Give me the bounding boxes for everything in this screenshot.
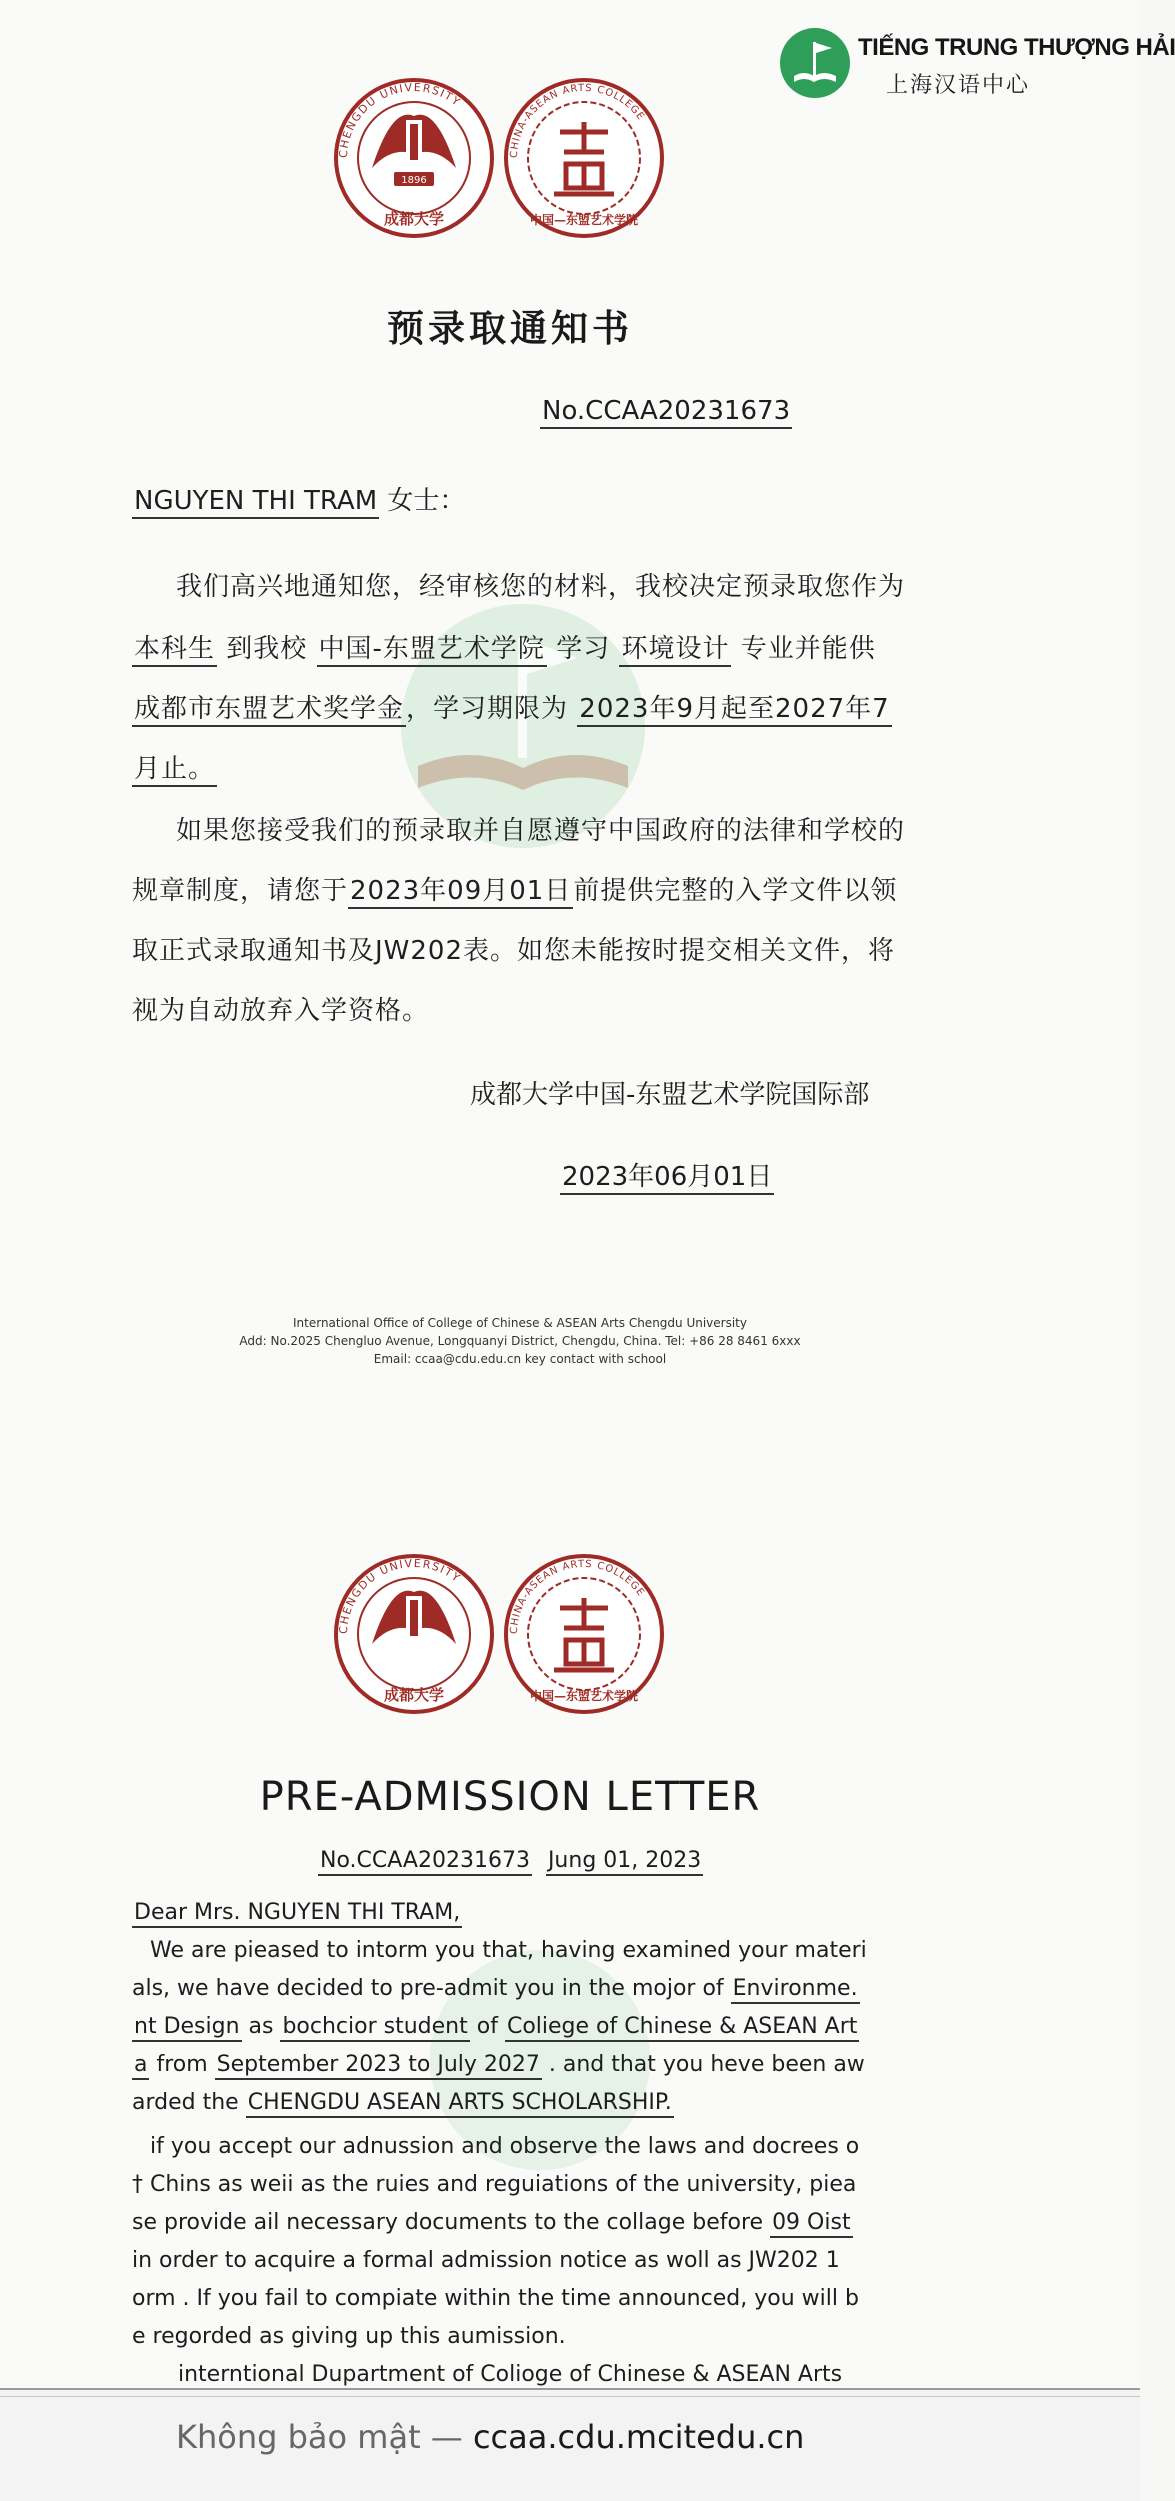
paragraph-line: 本科生 到我校 中国-东盟艺术学院 学习 环境设计 专业并能供 (132, 628, 876, 665)
date-cn: 2023年06月01日 (560, 1156, 774, 1193)
paragraph-line: † Chins as weii as the ruies and reguiations of the university, piea (132, 2172, 857, 2197)
paragraph-line: arded the CHENGDU ASEAN ARTS SCHOLARSHIP. (132, 2090, 674, 2115)
svg-text:中国—东盟艺术学院: 中国—东盟艺术学院 (529, 213, 639, 227)
university-seal-icon (332, 76, 496, 240)
svg-text:1896: 1896 (401, 175, 427, 186)
college-seal-icon (502, 1552, 666, 1716)
paragraph-line: 如果您接受我们的预录取并自愿遵守中国政府的法律和学校的 (176, 816, 906, 846)
page-title-cn: 预录取通知书 (387, 307, 633, 350)
svg-text:CHENGDU UNIVERSITY: CHENGDU UNIVERSITY (336, 80, 464, 159)
paragraph-line: orm . If you fail to compiate within the time announced, you will b (132, 2286, 859, 2311)
paragraph-line: e regorded as giving up this aumission. (132, 2324, 566, 2349)
letter-number-en: No.CCAA20231673 Jung 01, 2023 (318, 1848, 703, 1873)
paragraph-line: als, we have decided to pre-admit you in the mojor of Environme. (132, 1976, 860, 2001)
salutation-cn: NGUYEN THI TRAM 女士： (132, 480, 465, 517)
address-line: Add: No.2025 Chengluo Avenue, Longquanyi District, Chengdu, China. Tel: +86 28 8461 6xxx (239, 1334, 801, 1348)
divider (0, 2388, 1140, 2390)
paragraph-line: 规章制度，请您于2023年09月01日前提供完整的入学文件以领 (132, 870, 897, 907)
svg-text:CHINA-ASEAN ARTS COLLEGE: CHINA-ASEAN ARTS COLLEGE (508, 82, 647, 159)
svg-text:CHENGDU UNIVERSITY: CHENGDU UNIVERSITY (336, 1556, 464, 1635)
address-line: International Office of College of Chinese & ASEAN Arts Chengdu University (292, 1316, 747, 1330)
university-seal-icon (332, 1552, 496, 1716)
brand-name: TIẾNG TRUNG THƯỢNG HẢI (858, 34, 1175, 61)
paragraph-line: 月止。 (132, 748, 217, 785)
paragraph-line: nt Design as bochcior student of Coliege of Chinese & ASEAN Art (132, 2014, 859, 2039)
divider (0, 2396, 1140, 2397)
brand-header[interactable] (780, 28, 1175, 98)
address-line: Email: ccaa@cdu.edu.cn key contact with school (373, 1352, 667, 1366)
signature-cn: 成都大学中国-东盟艺术学院国际部 (470, 1080, 870, 1110)
letter-number-cn: No.CCAA20231673 (540, 396, 792, 426)
paragraph-line: se provide ail necessary documents to the collage before 09 Oist (132, 2210, 853, 2235)
paragraph-line: a from September 2023 to July 2027 . and that you heve been aw (132, 2052, 865, 2077)
paragraph-line: 我们高兴地通知您，经审核您的材料，我校决定预录取您作为 (176, 572, 906, 602)
svg-text:中国—东盟艺术学院: 中国—东盟艺术学院 (529, 1689, 639, 1703)
footer-address (200, 1314, 840, 1368)
brand-name-cn: 上海汉语中心 (886, 73, 1031, 98)
svg-text:成都大学: 成都大学 (383, 210, 445, 228)
page-title-en: PRE-ADMISSION LETTER (259, 1774, 761, 1820)
college-seal-icon (502, 76, 666, 240)
salutation-en: Dear Mrs. NGUYEN THI TRAM, (132, 1900, 462, 1925)
brand-logo-icon (780, 28, 850, 98)
signature-en: interntional Dupartment of Colioge of Chinese & ASEAN Arts (178, 2362, 843, 2387)
url-text: ccaa.cdu.mcitedu.cn (472, 2418, 805, 2456)
paragraph-line: We are pieased to intorm you that, having examined your materi (150, 1938, 867, 1963)
paragraph-line: if you accept our adnussion and observe the laws and docrees o (150, 2134, 860, 2159)
svg-text:CHINA-ASEAN ARTS COLLEGE: CHINA-ASEAN ARTS COLLEGE (508, 1558, 647, 1635)
svg-text:成都大学: 成都大学 (383, 1686, 445, 1704)
url-display[interactable] (176, 2418, 804, 2456)
security-status: Không bảo mật — (176, 2418, 473, 2456)
paragraph-line: 取正式录取通知书及JW202表。如您未能按时提交相关文件，将 (132, 936, 896, 966)
paragraph-line: 视为自动放弃入学资格。 (132, 996, 430, 1026)
paragraph-line: in order to acquire a formal admission notice as woll as JW202 1 (132, 2248, 840, 2273)
paragraph-line: 成都市东盟艺术奖学金，学习期限为 2023年9月起至2027年7 (132, 688, 892, 725)
